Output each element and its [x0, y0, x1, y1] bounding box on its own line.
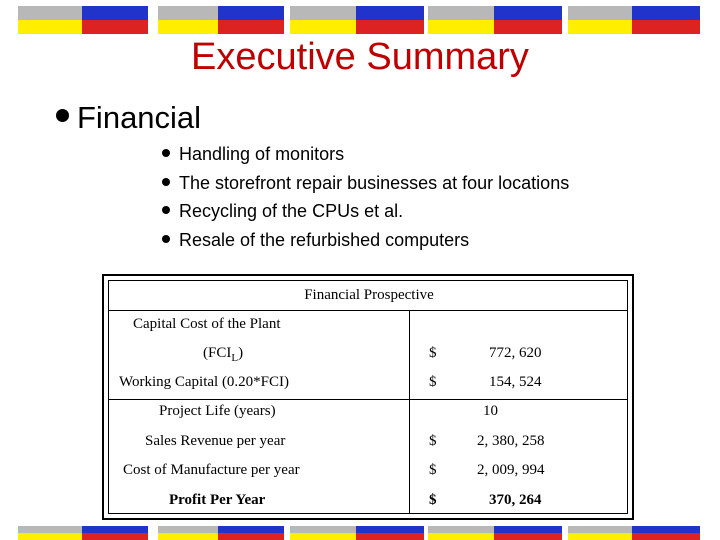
bullet-item: Recycling of the CPUs et al. [162, 197, 569, 226]
top-decorative-bar [0, 6, 720, 34]
bullet-icon [162, 178, 170, 186]
bullet-icon [162, 149, 170, 157]
table-inner-frame [108, 280, 628, 514]
bullet-list [162, 140, 569, 254]
bullet-icon [56, 109, 69, 122]
table-row-value: 2, 380, 258 [477, 433, 545, 449]
table-row-label: Profit Per Year [169, 492, 266, 508]
table-header: Financial Prospective [304, 287, 434, 303]
bullet-icon [162, 235, 170, 243]
table-row-value: 10 [483, 403, 498, 419]
bottom-decorative-bar [0, 526, 720, 540]
table-row-label: Cost of Manufacture per year [123, 462, 300, 478]
table-row-label: Project Life (years) [159, 403, 276, 419]
bullet-item: Resale of the refurbished computers [162, 226, 569, 255]
table-row-label: Sales Revenue per year [145, 433, 286, 449]
bullet-item: The storefront repair businesses at four locations [162, 169, 569, 198]
bullet-item: Handling of monitors [162, 140, 569, 169]
capital-cost-label: Capital Cost of the Plant [133, 316, 281, 332]
currency-symbol: $ [429, 462, 437, 478]
table-row-value: 370, 264 [489, 492, 542, 508]
slide-title: Executive Summary [191, 36, 529, 78]
table-row-label: $(FCI_L)$ [203, 345, 244, 364]
bullet-icon [162, 206, 170, 214]
section-heading-label: Financial [77, 100, 202, 135]
currency-symbol: $ [429, 433, 437, 449]
currency-symbol: $ [429, 345, 437, 361]
currency-symbol: $ [429, 374, 437, 390]
table-row-value: 2, 009, 994 [477, 462, 545, 478]
table-row-label: Working Capital (0.20*FCI) [119, 374, 290, 390]
table-row-value: 154, 524 [489, 374, 542, 390]
financial-table [102, 274, 634, 520]
table-row-value: 772, 620 [489, 345, 542, 361]
section-heading [56, 100, 201, 136]
currency-symbol: $ [429, 492, 437, 508]
